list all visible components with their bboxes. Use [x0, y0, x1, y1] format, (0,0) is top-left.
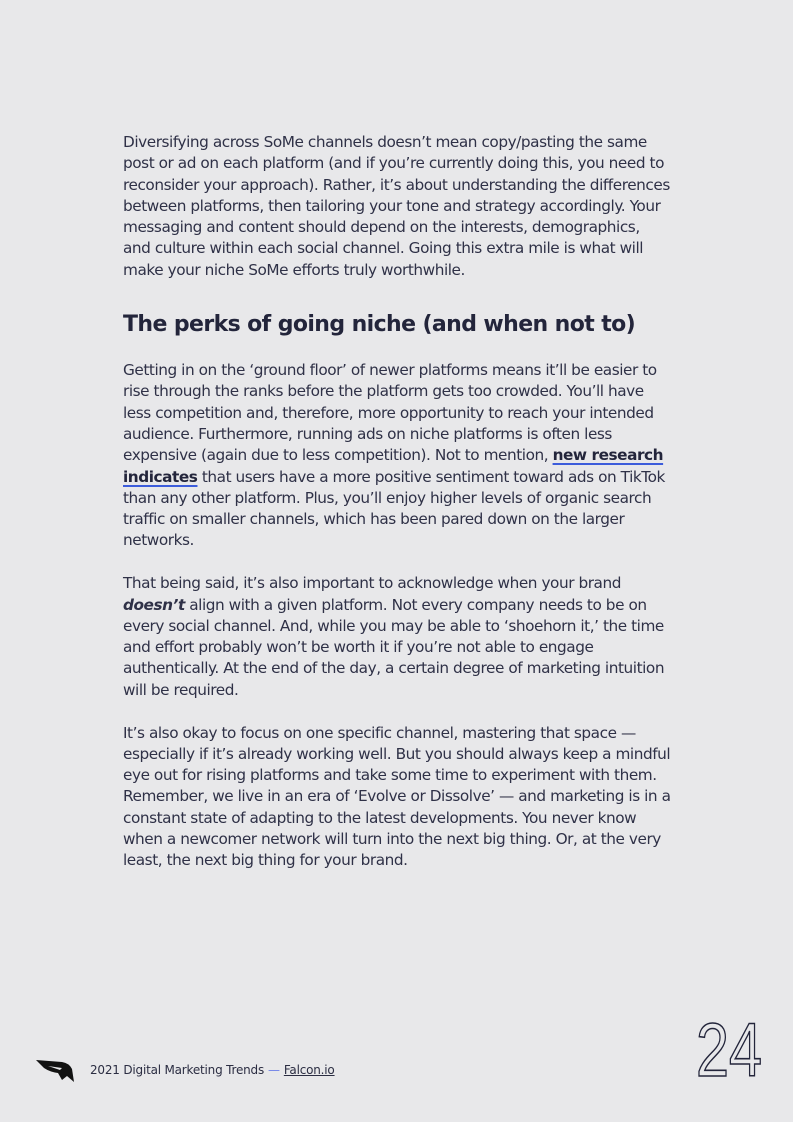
falcon-site-link[interactable]: Falcon.io: [283, 1063, 335, 1077]
emphasis-doesnt: doesn’t: [123, 595, 185, 614]
paragraph-perks-text-end: that users have a more positive sentiment toward ads on TikTok than any other platform. Plus, you’ll enjoy higher levels of organic search traffic on smaller channels, which has been pared down on the larger networks.: [123, 467, 665, 550]
paragraph-perks-text-start: Getting in on the ‘ground floor’ of newer platforms means it’ll be easier to rise through the ranks before the platform gets too crowded. You’ll have less competition and, therefore, more opportunity to reach your intended audience. Furthermore, running ads on niche platforms is often less expensive (again due to less competition). Not to mention,: [123, 361, 657, 465]
paragraph-brand-fit-text-start: That being said, it’s also important to acknowledge when your brand: [123, 574, 621, 593]
paragraph-diversifying: Diversifying across SoMe channels doesn’t mean copy/pasting the same post or ad on each platform (and if you’re currently doing this, you need to reconsider your approach). Rather, it’s about understanding the differences between platforms, then tailoring your tone and strategy accordingly. Your messaging and content should depend on the interests, demographics, and culture within each social channel. Going this extra mile is what will make your niche SoMe efforts truly worthwhile.: [123, 133, 670, 279]
article-body: [123, 132, 671, 872]
footer: [36, 1056, 335, 1084]
page-number: [694, 1008, 764, 1093]
footer-title: 2021 Digital Marketing Trends: [90, 1063, 265, 1077]
falcon-logo-icon: [36, 1058, 74, 1082]
section-heading: The perks of going niche (and when not to): [123, 312, 636, 338]
paragraph-one-channel: It’s also okay to focus on one specific channel, mastering that space — especially if it’s already working well. But you should always keep a mindful eye out for rising platforms and take some time to experiment with them. Remember, we live in an era of ‘Evolve or Dissolve’ — and marketing is in a constant state of adapting to the latest developments. You never know when a newcomer network will turn into the next big thing. Or, at the very least, the next big thing for your brand.: [123, 723, 671, 870]
paragraph-perks: [123, 360, 671, 552]
paragraph-brand-fit-text-end: align with a given platform. Not every company needs to be on every social channel. And, while you may be able to ‘shoehorn it,’ the time and effort probably won’t be worth it if you’re not able to engage authentically. At the end of the day, a certain degree of marketing intuition will be required.: [123, 595, 665, 699]
research-link[interactable]: new research indicates: [123, 446, 664, 486]
footer-separator: —: [268, 1063, 280, 1077]
page-number-text: 24: [696, 1008, 762, 1093]
paragraph-brand-fit: [123, 573, 671, 701]
